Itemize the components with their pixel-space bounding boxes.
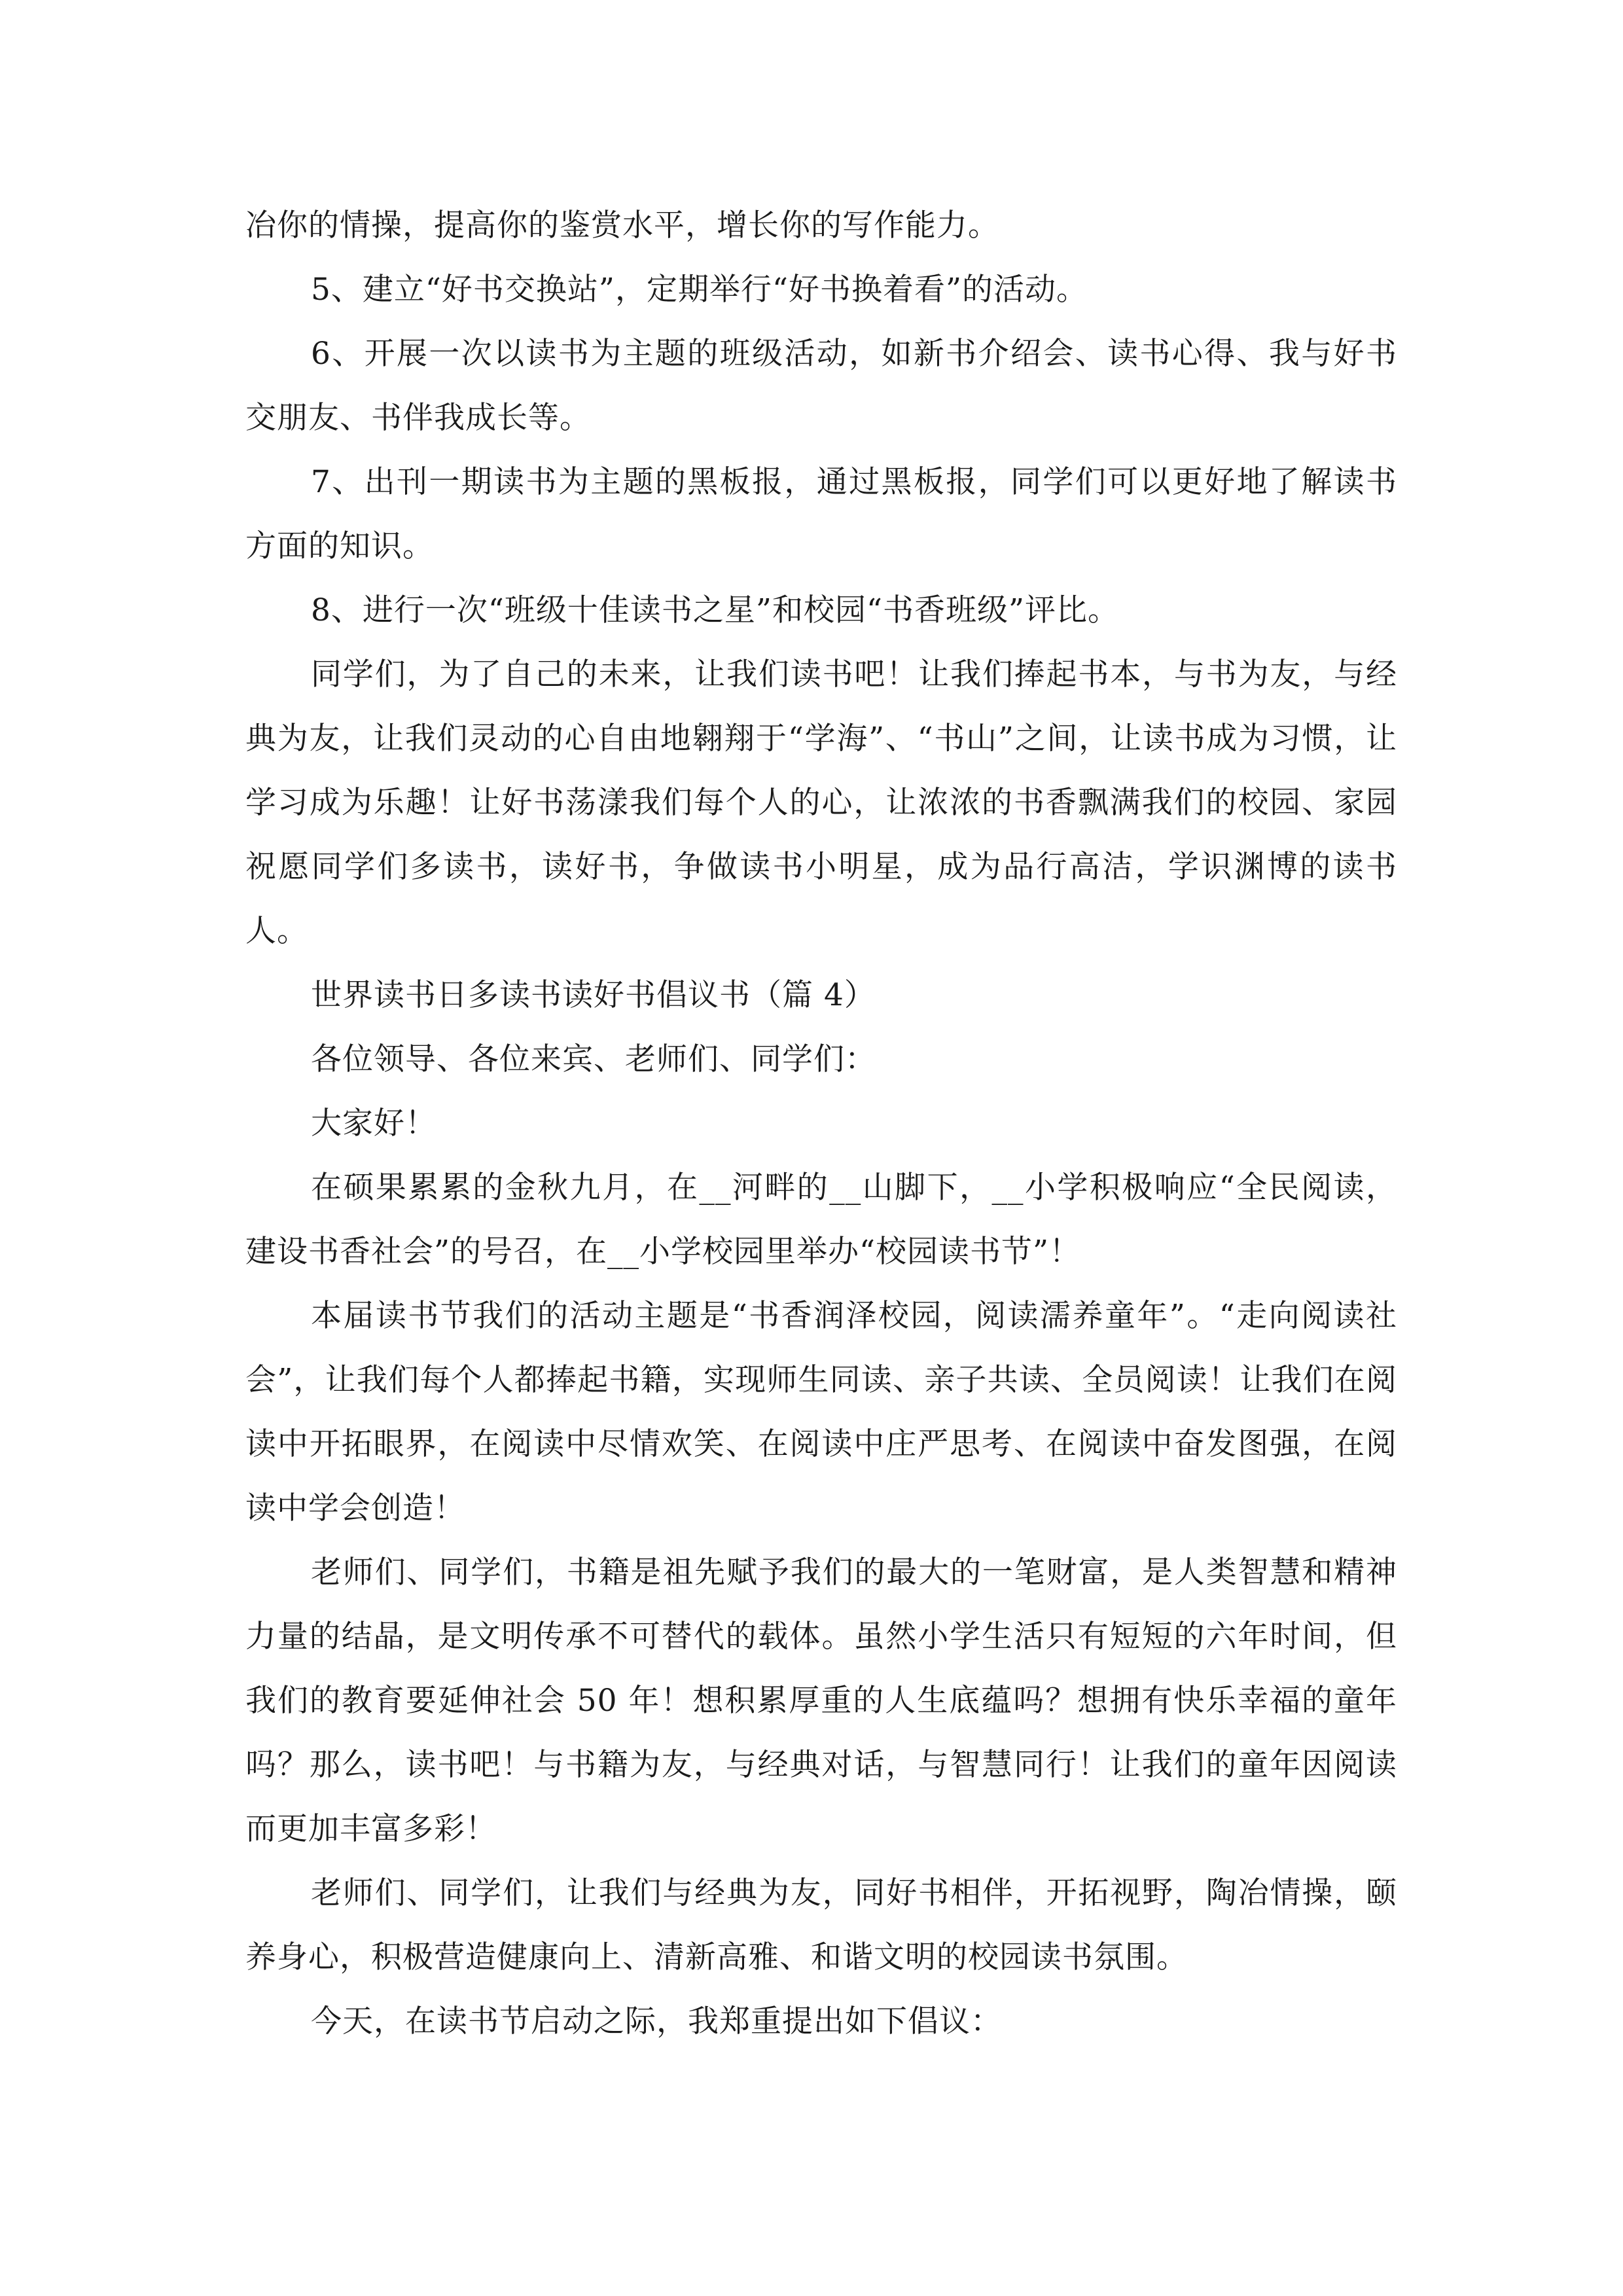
paragraph-item-5: 5、建立“好书交换站”，定期举行“好书换着看”的活动。 <box>311 272 1088 308</box>
paragraph-intro: 在硕果累累的金秋九月，在__河畔的__山脚下，__小学积极响应“全民阅读，建设书香社会”的号召，在__小学校园里举办“校园读书节”！ <box>245 1170 1397 1270</box>
paragraph-proposal-lead: 今天，在读书节启动之际，我郑重提出如下倡议： <box>311 2003 1002 2039</box>
document-body <box>245 194 1397 2054</box>
paragraph-theme: 本届读书节我们的活动主题是“书香润泽校园，阅读濡养童年”。“走向阅读社会”，让我们每个人都捧起书籍，实现师生同读、亲子共读、全员阅读！让我们在阅读中开拓眼界，在阅读中尽情欢笑、在阅读中庄严思考、在阅读中奋发图强，在阅读中学会创造！ <box>245 1298 1397 1526</box>
paragraph-continuation: 冶你的情操，提高你的鉴赏水平，增长你的写作能力。 <box>245 207 999 243</box>
paragraph-salutation: 各位领导、各位来宾、老师们、同学们： <box>311 1041 876 1077</box>
paragraph-item-7: 7、出刊一期读书为主题的黑板报，通过黑板报，同学们可以更好地了解读书方面的知识。 <box>245 464 1397 564</box>
paragraph-books-value: 老师们、同学们，书籍是祖先赋予我们的最大的一笔财富，是人类智慧和精神力量的结晶，是文明传承不可替代的载体。虽然小学生活只有短短的六年时间，但我们的教育要延伸社会 50 年！想积累厚重的人生底蕴吗？想拥有快乐幸福的童年吗？那么，读书吧！与书籍为友，与经典对话，与智慧同行！让我们的童年因阅读而更加丰富多彩！ <box>245 1554 1397 1847</box>
paragraph-item-6: 6、开展一次以读书为主题的班级活动，如新书介绍会、读书心得、我与好书交朋友、书伴我成长等。 <box>245 336 1397 436</box>
section-title: 世界读书日多读书读好书倡议书（篇 4） <box>311 977 876 1013</box>
paragraph-atmosphere: 老师们、同学们，让我们与经典为友，同好书相伴，开拓视野，陶冶情操，颐养身心，积极营造健康向上、清新高雅、和谐文明的校园读书氛围。 <box>245 1875 1397 1975</box>
paragraph-closing-appeal: 同学们，为了自己的未来，让我们读书吧！让我们捧起书本，与书为友，与经典为友，让我们灵动的心自由地翱翔于“学海”、“书山”之间，让读书成为习惯，让学习成为乐趣！让好书荡漾我们每个人的心，让浓浓的书香飘满我们的校园、家园祝愿同学们多读书，读好书，争做读书小明星，成为品行高洁，学识渊博的读书人。 <box>245 656 1397 949</box>
paragraph-greeting: 大家好！ <box>311 1105 437 1141</box>
paragraph-item-8: 8、进行一次“班级十佳读书之星”和校园“书香班级”评比。 <box>311 592 1120 628</box>
